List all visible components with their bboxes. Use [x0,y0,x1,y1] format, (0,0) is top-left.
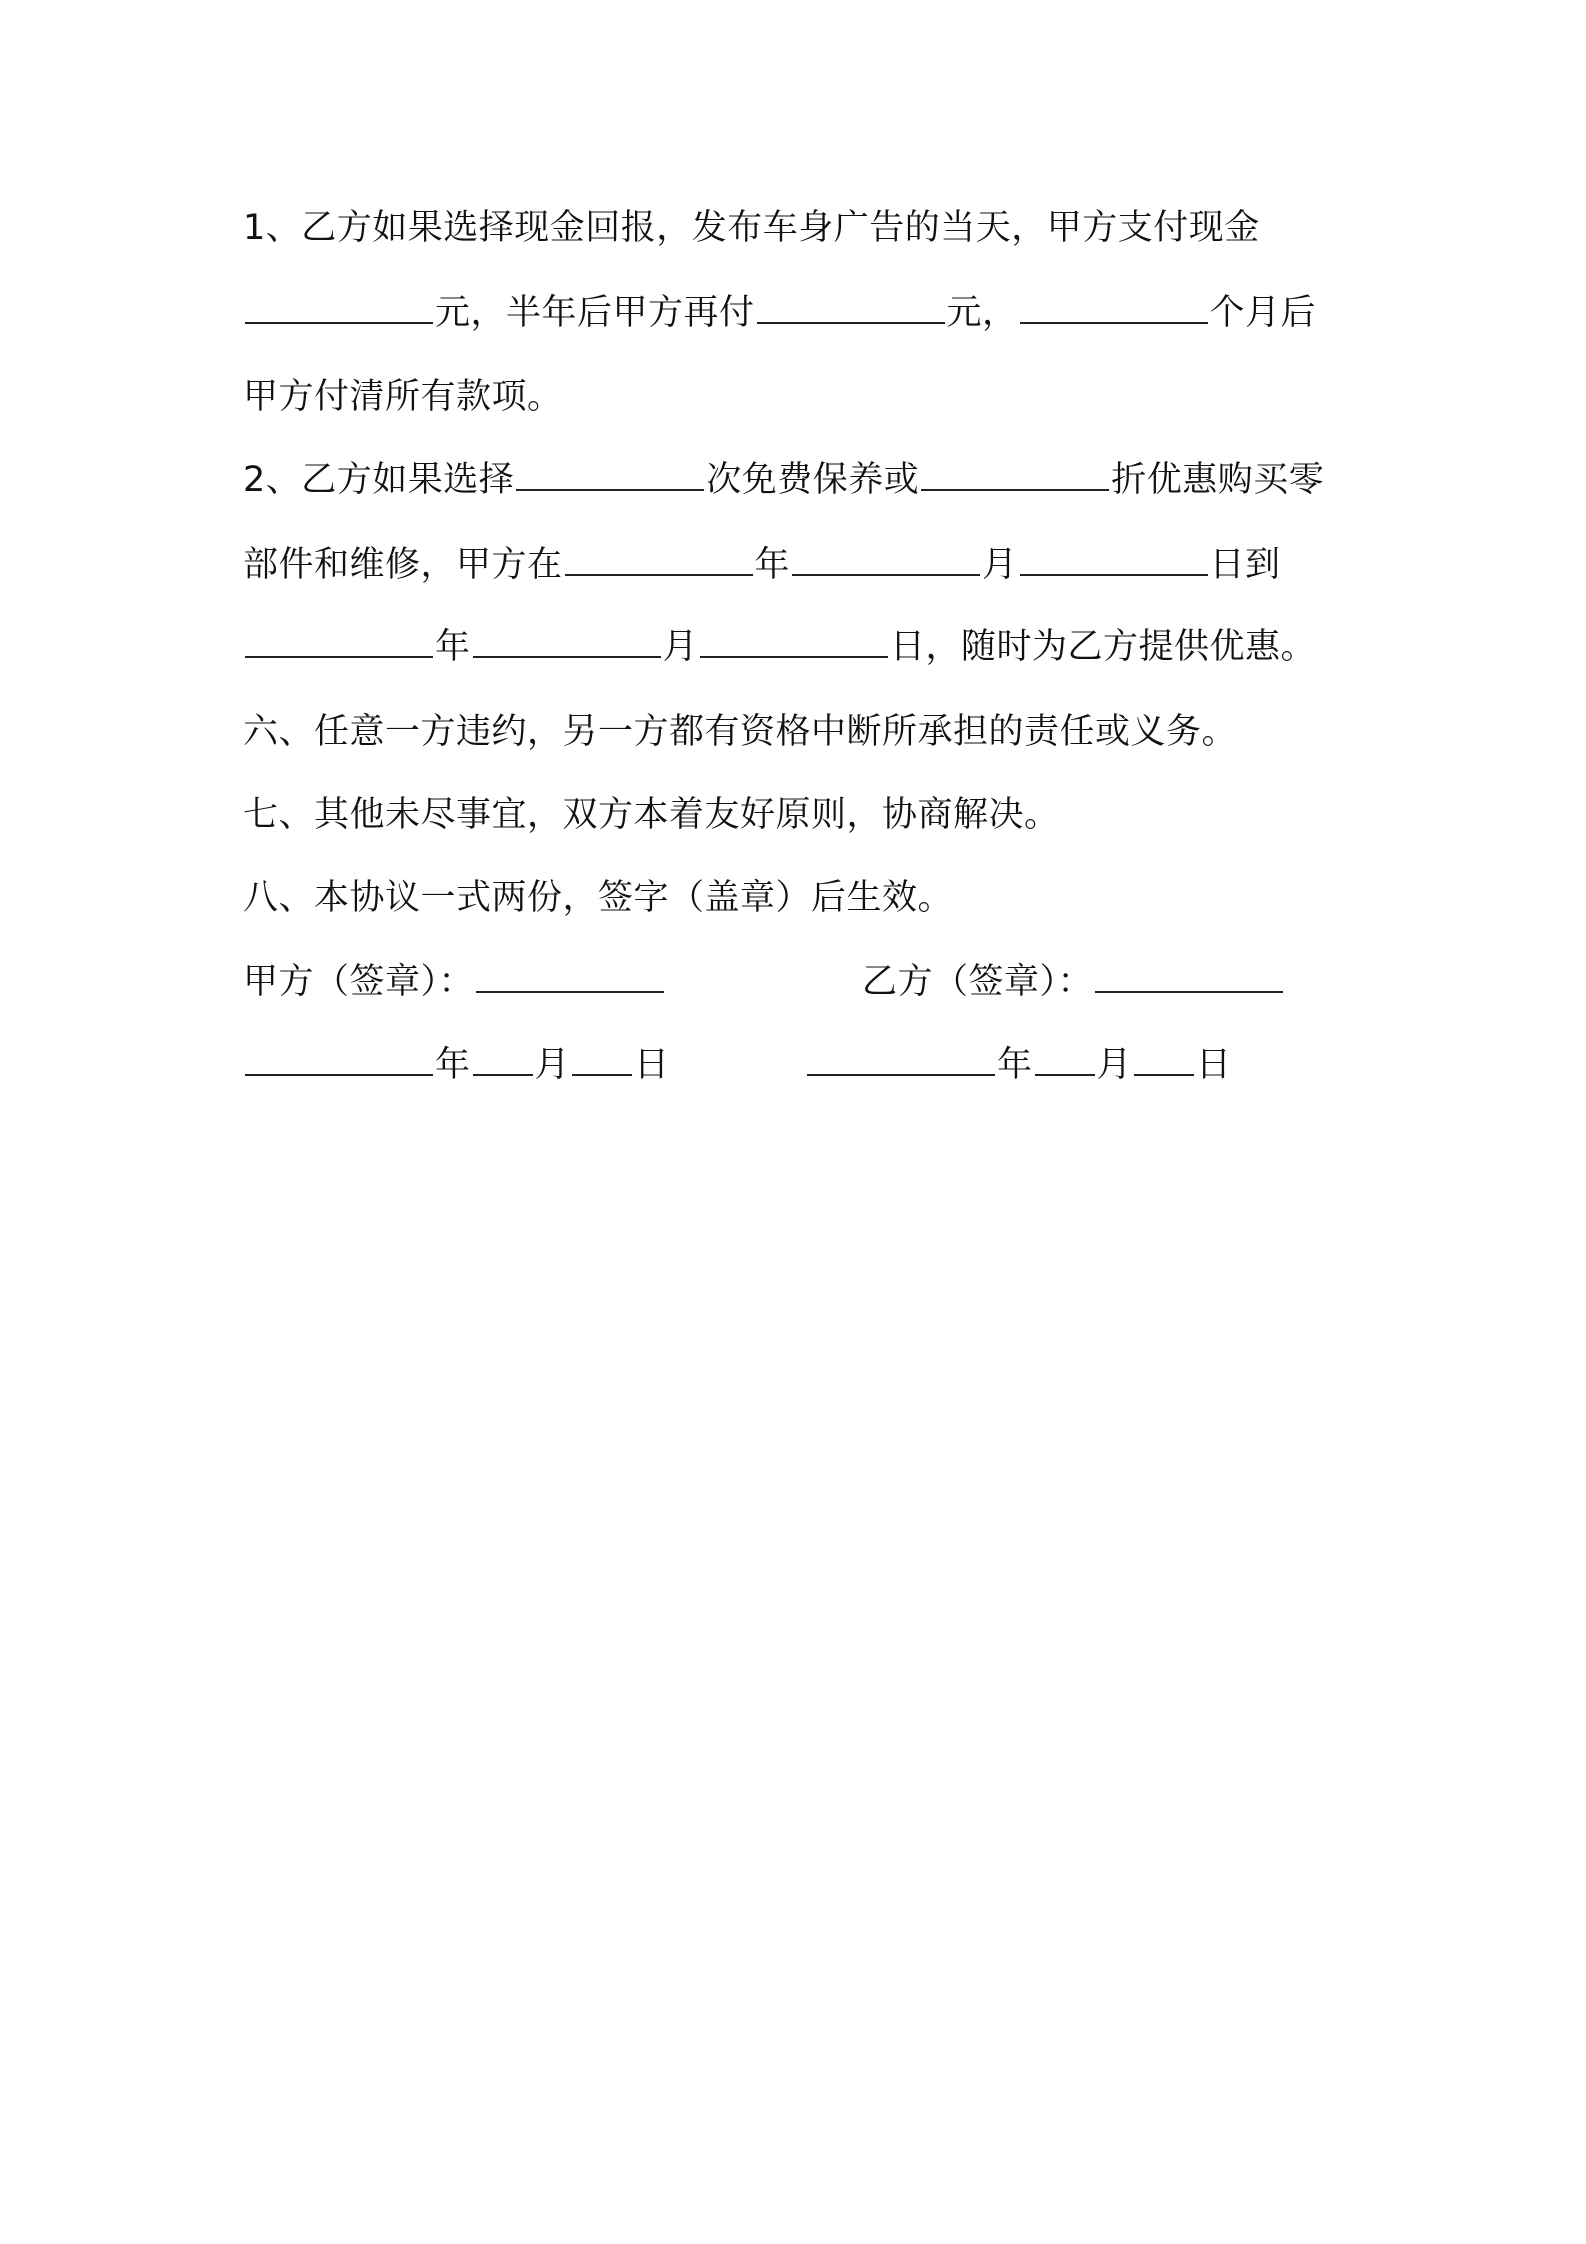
party-b-date [805,1040,1232,1090]
blank-field[interactable] [245,652,433,658]
clause-2-text-1b: 次免费保养或 [706,460,920,500]
clause-2-month: 月 [982,545,1018,585]
party-b-signature-field[interactable] [1095,987,1283,993]
clause-2-year: 年 [754,545,791,585]
blank-field[interactable] [700,652,888,658]
clause-2-month-2: 月 [662,627,699,667]
party-b-month-field[interactable] [1035,1070,1095,1076]
clause-8-text: 八、本协议一式两份，签字（盖章）后生效。 [243,878,954,918]
party-b-month-label: 月 [1096,1045,1133,1085]
blank-field[interactable] [565,570,753,576]
party-a-day-field[interactable] [572,1070,632,1076]
party-a-month-field[interactable] [473,1070,533,1076]
blank-field[interactable] [516,485,704,491]
party-a-label: 甲方（签章）： [243,962,475,1002]
clause-1-text-1: 1、乙方如果选择现金回报，发布车身广告的当天，甲方支付现金 [243,208,1260,248]
party-a-signature [243,957,666,1007]
clause-6 [243,707,1237,757]
party-a-year-field[interactable] [245,1070,433,1076]
blank-field[interactable] [245,318,433,324]
clause-1-text-3: 甲方付清所有款项。 [243,377,563,417]
clause-2-text-1c: 折优惠购买零 [1111,460,1325,500]
clause-1-line-3 [243,372,563,422]
blank-field[interactable] [757,318,945,324]
clause-8 [243,873,953,923]
clause-6-text: 六、任意一方违约，另一方都有资格中断所承担的责任或义务。 [243,712,1238,752]
clause-7-text: 七、其他未尽事宜，双方本着友好原则，协商解决。 [243,795,1060,835]
party-a-month-label: 月 [534,1045,571,1085]
clause-2-year-2: 年 [435,627,471,667]
party-a-signature-field[interactable] [476,987,664,993]
party-a-day-label: 日 [634,1045,670,1085]
clause-1-text-2a: 元，半年后甲方再付 [435,293,755,333]
clause-2-text-1a: 2、乙方如果选择 [243,460,515,500]
clause-7 [243,790,1060,840]
blank-field[interactable] [1020,318,1208,324]
blank-field[interactable] [792,570,980,576]
clause-2-line-2 [243,540,1281,590]
party-b-day-label: 日 [1196,1045,1232,1085]
party-b-label: 乙方（签章）： [862,962,1094,1002]
blank-field[interactable] [1020,570,1208,576]
party-b-day-field[interactable] [1134,1070,1194,1076]
clause-2-line-3 [243,622,1316,672]
clause-1-text-2b: 元， [946,293,1018,333]
clause-2-line-1 [243,455,1324,505]
party-b-signature [862,957,1285,1007]
clause-1-text-2c: 个月后 [1209,293,1317,333]
party-a-date [243,1040,670,1090]
party-a-year-label: 年 [435,1045,471,1085]
blank-field[interactable] [921,485,1109,491]
clause-1-line-1 [243,203,1260,253]
party-b-year-label: 年 [997,1045,1033,1085]
clause-2-day-2: 日，随时为乙方提供优惠。 [890,627,1317,667]
blank-field[interactable] [473,652,661,658]
clause-2-day: 日到 [1209,545,1281,585]
clause-2-text-2a: 部件和维修，甲方在 [243,545,563,585]
clause-1-line-2 [243,288,1316,338]
party-b-year-field[interactable] [807,1070,995,1076]
